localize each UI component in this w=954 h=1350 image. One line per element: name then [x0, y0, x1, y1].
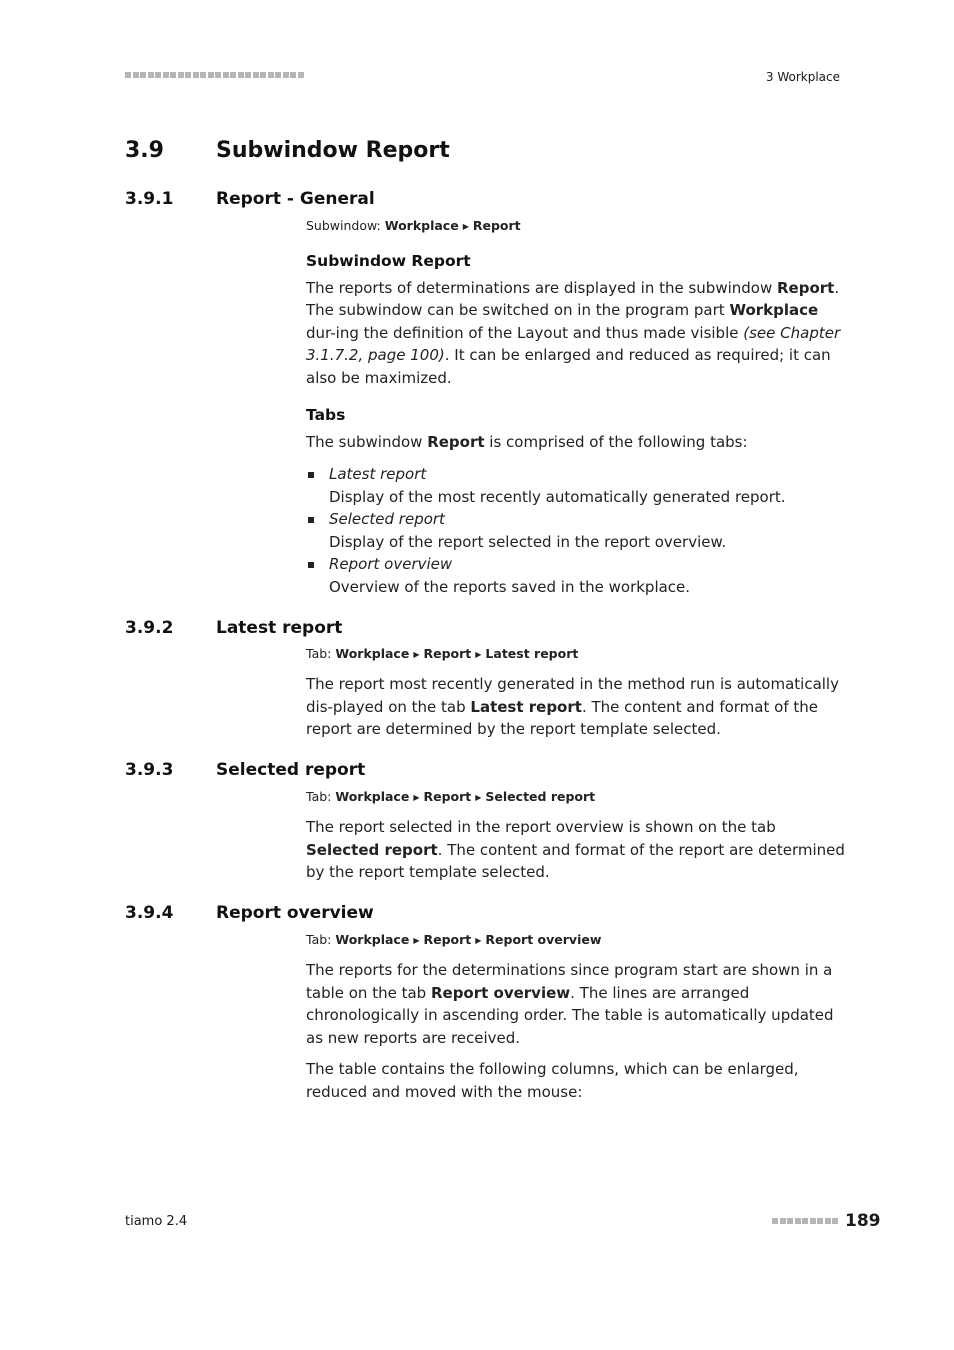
subwindow-report-block [306, 250, 846, 389]
paragraph: The report most recently generated in the method run is automatically dis-played on the tab Latest report. The content and format of the report are determined by the report template selected. [306, 675, 839, 738]
paragraph: The report selected in the report overview is shown on the tab Selected report. The content and format of the report are determined by the report template selected. [306, 818, 845, 881]
page-number: 189 [845, 1211, 881, 1231]
paragraph: The reports of determinations are displayed in the subwindow Report. The subwindow can be switched on in the program part Workplace dur-ing the definition of the Layout and thus made visible (see Chapter 3.1.7.2, page 100). It can be enlarged and reduced as required; it can also be maximized. [306, 278, 841, 387]
paragraph: The reports for the determinations since program start are shown in a table on the tab Report overview. The lines are arranged chronologically in ascending order. The table is automatically updated as new reports are received. [306, 961, 834, 1047]
section-heading-3-9-3: 3.9.3 Selected report [125, 760, 366, 780]
subheading: Tabs [306, 406, 346, 424]
section-heading-3-9-1: 3.9.1 Report - General [125, 189, 375, 209]
header-decoration [125, 72, 307, 79]
section-heading-3-9-2: 3.9.2 Latest report [125, 618, 343, 638]
paragraph: The table contains the following columns, which can be enlarged, reduced and moved with the mouse: [306, 1060, 799, 1101]
footer-decoration [772, 1218, 842, 1225]
bullet-icon [308, 517, 314, 523]
running-header: 3 Workplace [765, 70, 840, 84]
bullet-icon [308, 472, 314, 478]
subheading: Subwindow Report [306, 252, 471, 270]
page-title: 3.9 Subwindow Report [125, 138, 450, 163]
bullet-icon [308, 562, 314, 568]
navigation-path: Tab: Workplace ▶ Report ▶ Selected report [306, 789, 596, 804]
section-heading-3-9-4: 3.9.4 Report overview [125, 903, 374, 923]
navigation-path: Subwindow: Workplace ▶ Report [306, 218, 521, 233]
navigation-path: Tab: Workplace ▶ Report ▶ Report overview [306, 932, 602, 947]
tabs-block [306, 404, 846, 453]
footer-product: tiamo 2.4 [125, 1214, 188, 1229]
navigation-path: Tab: Workplace ▶ Report ▶ Latest report [306, 646, 579, 661]
paragraph: The subwindow Report is comprised of the following tabs: [306, 432, 748, 451]
